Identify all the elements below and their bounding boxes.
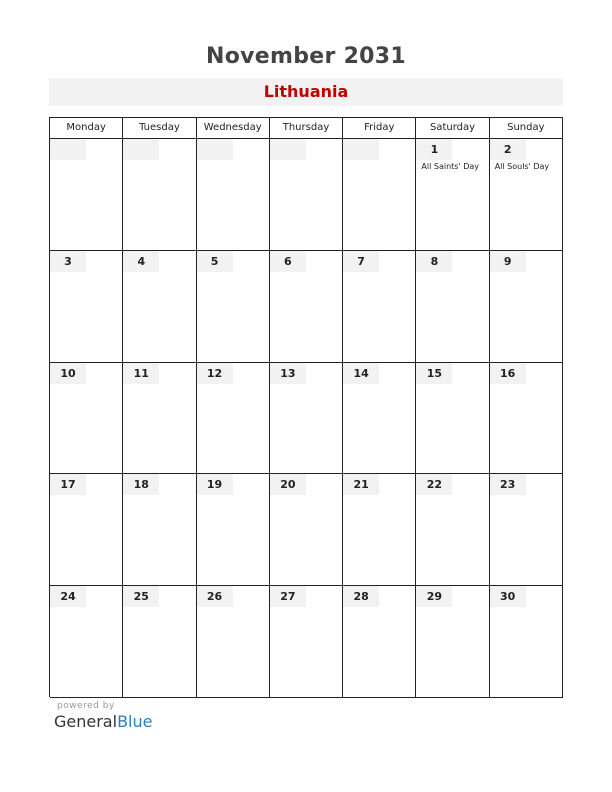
day-number: 3 xyxy=(50,251,86,272)
day-cell[interactable] xyxy=(490,474,563,585)
day-number: 5 xyxy=(197,251,233,272)
day-number: 23 xyxy=(490,474,526,495)
day-number: 14 xyxy=(343,363,379,384)
week-row xyxy=(50,139,563,251)
day-cell[interactable] xyxy=(197,251,270,362)
day-number: 20 xyxy=(270,474,306,495)
day-cell[interactable] xyxy=(270,474,343,585)
day-number: 29 xyxy=(416,586,452,607)
day-number: 13 xyxy=(270,363,306,384)
day-number: 28 xyxy=(343,586,379,607)
day-number: 2 xyxy=(490,139,526,160)
day-cell[interactable] xyxy=(416,586,489,697)
day-cell[interactable] xyxy=(123,474,196,585)
page-title: November 2031 xyxy=(205,44,407,69)
day-cell[interactable] xyxy=(197,139,270,250)
day-cell[interactable] xyxy=(270,139,343,250)
day-number: 18 xyxy=(123,474,159,495)
day-cell[interactable] xyxy=(490,139,563,250)
day-cell[interactable] xyxy=(416,251,489,362)
day-cell[interactable] xyxy=(197,363,270,474)
day-cell[interactable] xyxy=(416,474,489,585)
day-number: 27 xyxy=(270,586,306,607)
day-cell[interactable] xyxy=(123,251,196,362)
weekday-header: Sunday xyxy=(490,118,563,138)
day-number: 26 xyxy=(197,586,233,607)
day-cell[interactable] xyxy=(50,251,123,362)
week-row xyxy=(50,363,563,475)
weekday-header-row xyxy=(50,118,563,139)
day-number: 15 xyxy=(416,363,452,384)
weekday-header: Monday xyxy=(50,118,123,138)
day-number xyxy=(50,139,86,160)
weekday-header: Tuesday xyxy=(123,118,196,138)
day-cell[interactable] xyxy=(50,139,123,250)
day-cell[interactable] xyxy=(123,363,196,474)
brand-blue-text: Blue xyxy=(117,712,153,731)
day-number: 19 xyxy=(197,474,233,495)
day-cell[interactable] xyxy=(416,139,489,250)
day-cell[interactable] xyxy=(50,363,123,474)
day-cell[interactable] xyxy=(123,139,196,250)
brand-logo[interactable] xyxy=(54,712,152,731)
weekday-header: Friday xyxy=(343,118,416,138)
week-row xyxy=(50,586,563,698)
weekday-header: Saturday xyxy=(416,118,489,138)
calendar-weeks xyxy=(50,139,563,698)
day-number xyxy=(123,139,159,160)
day-number: 16 xyxy=(490,363,526,384)
day-cell[interactable] xyxy=(416,363,489,474)
day-cell[interactable] xyxy=(197,586,270,697)
day-cell[interactable] xyxy=(343,139,416,250)
day-cell[interactable] xyxy=(343,474,416,585)
day-number: 4 xyxy=(123,251,159,272)
day-number: 12 xyxy=(197,363,233,384)
week-row xyxy=(50,474,563,586)
day-cell[interactable] xyxy=(343,586,416,697)
day-number: 17 xyxy=(50,474,86,495)
holiday-label: All Saints' Day xyxy=(421,162,479,171)
day-cell[interactable] xyxy=(197,474,270,585)
day-cell[interactable] xyxy=(50,474,123,585)
day-cell[interactable] xyxy=(490,586,563,697)
day-cell[interactable] xyxy=(123,586,196,697)
day-number: 11 xyxy=(123,363,159,384)
day-number: 21 xyxy=(343,474,379,495)
day-cell[interactable] xyxy=(270,586,343,697)
day-cell[interactable] xyxy=(50,586,123,697)
calendar-grid xyxy=(49,117,563,697)
day-cell[interactable] xyxy=(343,251,416,362)
day-cell[interactable] xyxy=(343,363,416,474)
day-number: 1 xyxy=(416,139,452,160)
day-number: 10 xyxy=(50,363,86,384)
day-number: 24 xyxy=(50,586,86,607)
day-cell[interactable] xyxy=(270,363,343,474)
day-number: 7 xyxy=(343,251,379,272)
week-row xyxy=(50,251,563,363)
weekday-header: Thursday xyxy=(270,118,343,138)
country-banner xyxy=(49,78,563,106)
day-cell[interactable] xyxy=(490,251,563,362)
day-number: 25 xyxy=(123,586,159,607)
day-number: 30 xyxy=(490,586,526,607)
day-cell[interactable] xyxy=(490,363,563,474)
brand-general-text: General xyxy=(54,712,118,731)
day-number: 6 xyxy=(270,251,306,272)
day-number: 8 xyxy=(416,251,452,272)
day-number: 9 xyxy=(490,251,526,272)
day-number xyxy=(343,139,379,160)
day-number xyxy=(270,139,306,160)
day-cell[interactable] xyxy=(270,251,343,362)
country-name: Lithuania xyxy=(263,82,349,101)
day-number xyxy=(197,139,233,160)
powered-by-text: powered by xyxy=(57,701,115,711)
day-number: 22 xyxy=(416,474,452,495)
weekday-header: Wednesday xyxy=(197,118,270,138)
holiday-label: All Souls' Day xyxy=(494,162,550,171)
